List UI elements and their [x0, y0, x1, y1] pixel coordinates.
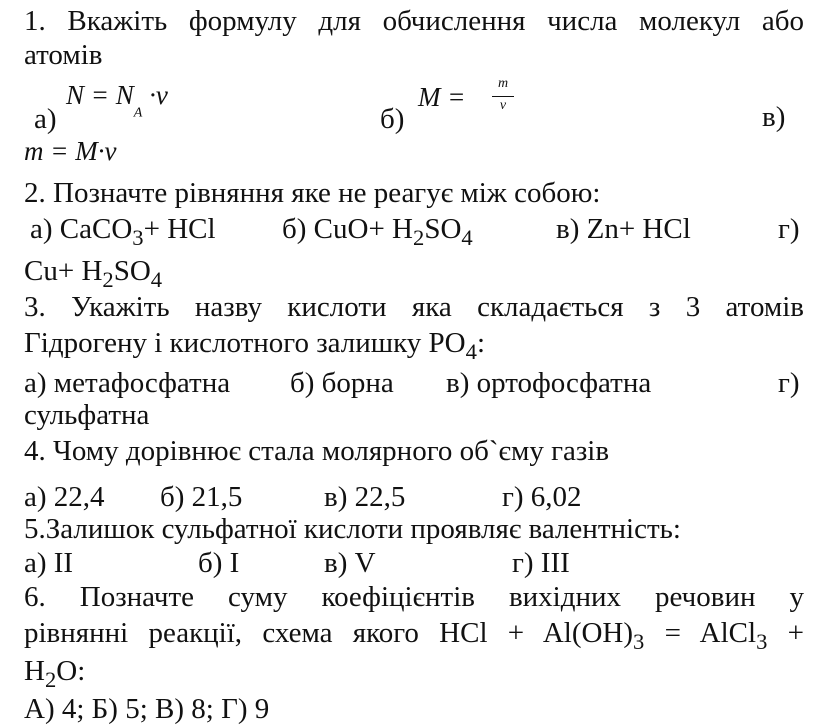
q4-option-a: а) 22,4: [24, 481, 105, 513]
q4-option-d: г) 6,02: [502, 481, 582, 513]
q3-option-b: б) борна: [290, 367, 394, 399]
q4-option-b: б) 21,5: [160, 481, 243, 513]
q1-option-b-label: б): [380, 103, 405, 135]
q3-option-c: в) ортофосфатна: [446, 367, 652, 399]
q6-line1: 6. Позначте суму коефіцієнтів вихідних речовин у: [24, 581, 804, 613]
q2-option-c: в) Zn+ HCl: [556, 213, 691, 245]
q1-formula-b-denominator: ν: [499, 98, 507, 113]
q3-line2: Гідрогену і кислотного залишку $PO_4$:: [24, 327, 486, 364]
q1-formula-b-numerator: m: [497, 76, 509, 91]
q5-option-a: а) II: [24, 547, 74, 579]
q6-line3: $H_2O$:: [24, 655, 86, 692]
q3-line1: 3. Укажіть назву кислоти яка складається з 3 атомів: [24, 291, 804, 323]
q5-option-b: б) I: [198, 547, 240, 579]
q1-option-c-label: в): [762, 101, 786, 133]
q4-line1: 4. Чому дорівнює стала молярного об`єму газів: [24, 435, 610, 467]
q1-line2: атомів: [24, 39, 103, 71]
q5-line1: 5.Залишок сульфатної кислоти проявляє валентність:: [24, 513, 681, 545]
q1-formula-c: m = M·ν: [24, 136, 117, 166]
q5-option-d: г) III: [512, 547, 570, 579]
q6-answers: А) 4; Б) 5; В) 8; Г) 9: [24, 693, 270, 725]
q2-option-d-label: г): [778, 213, 800, 245]
q3-option-a: а) метафосфатна: [24, 367, 231, 399]
q1-formula-b-bar: [492, 96, 514, 97]
q1-formula-a: $N = N_A \cdot\nu$: [66, 80, 168, 121]
q2-option-b: б) $CuO+ H_2SO_4$: [282, 213, 473, 250]
q3-option-d: сульфатна: [24, 399, 150, 431]
q2-option-a: а) CaCO$_3$+ HCl: [30, 213, 216, 250]
q5-option-c: в) V: [324, 547, 376, 579]
q2-line1: 2. Позначте рівняння яке не реагує між собою:: [24, 177, 601, 209]
q1-formula-b: M =: [418, 82, 466, 112]
q2-option-d: $Cu+ H_2SO_4$: [24, 255, 163, 292]
q3-option-d-label: г): [778, 367, 800, 399]
q1-line1: 1. Вкажіть формулу для обчислення числа молекул або: [24, 5, 804, 37]
q4-option-c: в) 22,5: [324, 481, 406, 513]
q1-option-a-label: а): [34, 103, 57, 135]
q6-line2: рівнянні реакції, схема якого HCl + $Al(OH)_3$ = AlCl$_3$ +: [24, 617, 805, 654]
